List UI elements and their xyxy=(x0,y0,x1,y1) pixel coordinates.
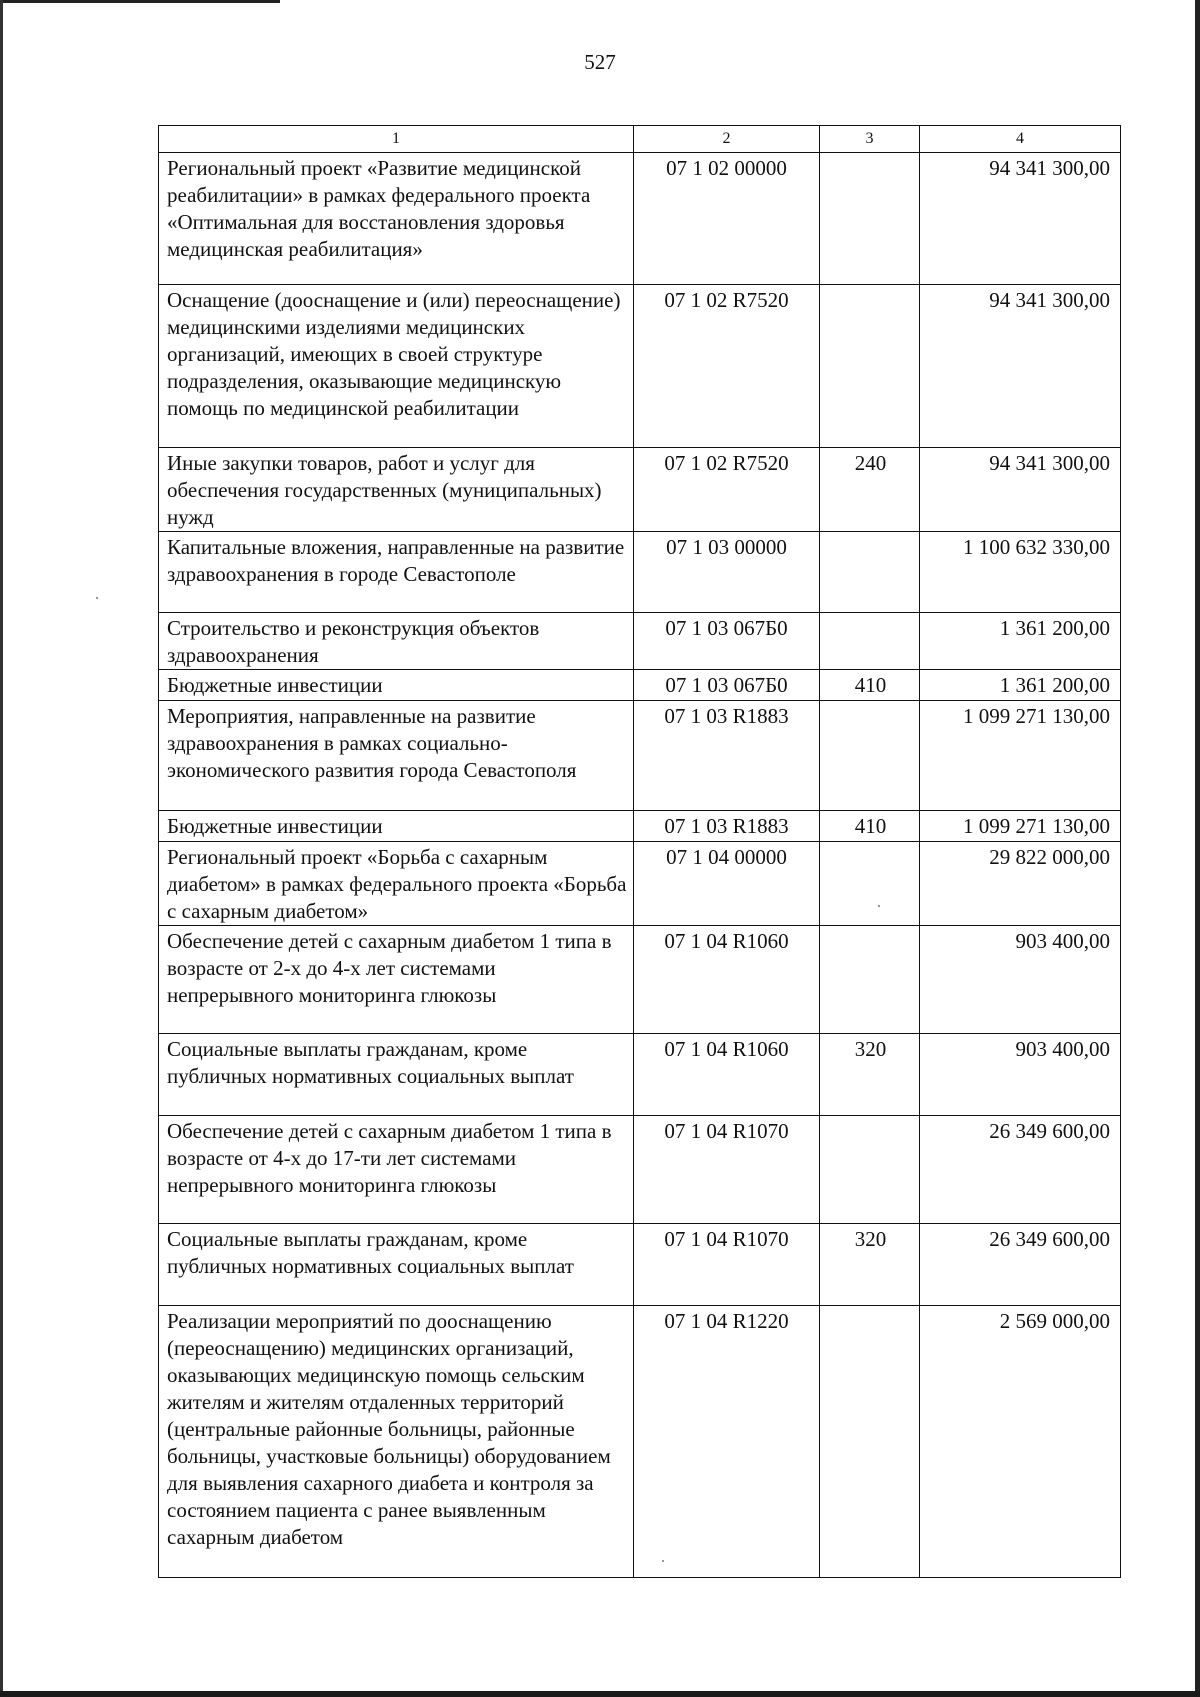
row-type: 410 xyxy=(820,811,920,842)
row-amount: 94 341 300,00 xyxy=(920,285,1121,448)
row-code: 07 1 04 R1070 xyxy=(634,1224,820,1306)
row-amount: 94 341 300,00 xyxy=(920,448,1121,532)
row-name: Реализации мероприятий по дооснащению (переоснащению) медицинских организаций, оказывающих медицинскую помощь сельским жителям и жителям отдаленных территорий (центральные районные больницы, районные больницы, участковые больницы) оборудованием для выявления сахарного диабета и контроля за состоянием пациента с ранее выявленным сахарным диабетом xyxy=(159,1306,634,1578)
header-col-2: 2 xyxy=(634,126,820,153)
row-name: Иные закупки товаров, работ и услуг для обеспечения государственных (муниципальных) нужд xyxy=(159,448,634,532)
row-name: Социальные выплаты гражданам, кроме публичных нормативных социальных выплат xyxy=(159,1034,634,1116)
row-type xyxy=(820,613,920,670)
row-type: 320 xyxy=(820,1224,920,1306)
table-row xyxy=(159,1224,1121,1306)
row-name: Оснащение (дооснащение и (или) переоснащение) медицинскими изделиями медицинских организаций, имеющих в своей структуре подразделения, оказывающие медицинскую помощь по медицинской реабилитации xyxy=(159,285,634,448)
row-amount: 94 341 300,00 xyxy=(920,153,1121,285)
row-code: 07 1 04 00000 xyxy=(634,842,820,926)
table-row xyxy=(159,701,1121,811)
row-code: 07 1 04 R1060 xyxy=(634,1034,820,1116)
row-amount: 26 349 600,00 xyxy=(920,1116,1121,1224)
table-row xyxy=(159,926,1121,1034)
row-name: Мероприятия, направленные на развитие здравоохранения в рамках социально-экономического развития города Севастополя xyxy=(159,701,634,811)
table-row xyxy=(159,1306,1121,1578)
table-row xyxy=(159,532,1121,613)
row-amount: 26 349 600,00 xyxy=(920,1224,1121,1306)
table-header-row xyxy=(159,126,1121,153)
header-col-4: 4 xyxy=(920,126,1121,153)
scan-edge-bottom xyxy=(0,1691,1200,1697)
row-amount: 1 361 200,00 xyxy=(920,613,1121,670)
row-type xyxy=(820,285,920,448)
row-code: 07 1 03 067Б0 xyxy=(634,613,820,670)
table-row xyxy=(159,613,1121,670)
page-number: 527 xyxy=(584,50,616,74)
row-code: 07 1 02 R7520 xyxy=(634,448,820,532)
header-col-1: 1 xyxy=(159,126,634,153)
row-type: 410 xyxy=(820,670,920,701)
row-code: 07 1 02 00000 xyxy=(634,153,820,285)
table-row xyxy=(159,1034,1121,1116)
row-name: Капитальные вложения, направленные на развитие здравоохранения в городе Севастополе xyxy=(159,532,634,613)
row-amount: 1 099 271 130,00 xyxy=(920,701,1121,811)
table-row xyxy=(159,448,1121,532)
row-amount: 903 400,00 xyxy=(920,1034,1121,1116)
row-type xyxy=(820,153,920,285)
header-col-3: 3 xyxy=(820,126,920,153)
row-type xyxy=(820,532,920,613)
row-type: 240 xyxy=(820,448,920,532)
row-amount: 903 400,00 xyxy=(920,926,1121,1034)
row-name: Обеспечение детей с сахарным диабетом 1 типа в возрасте от 4-х до 17-ти лет системами непрерывного мониторинга глюкозы xyxy=(159,1116,634,1224)
row-amount: 2 569 000,00 xyxy=(920,1306,1121,1578)
row-amount: 1 099 271 130,00 xyxy=(920,811,1121,842)
row-code: 07 1 02 R7520 xyxy=(634,285,820,448)
scan-edge-left xyxy=(0,0,3,1697)
table-row xyxy=(159,285,1121,448)
row-name: Бюджетные инвестиции xyxy=(159,670,634,701)
row-code: 07 1 03 R1883 xyxy=(634,811,820,842)
row-code: 07 1 04 R1060 xyxy=(634,926,820,1034)
table-row xyxy=(159,670,1121,701)
row-code: 07 1 04 R1220 xyxy=(634,1306,820,1578)
row-name: Обеспечение детей с сахарным диабетом 1 типа в возрасте от 2-х до 4-х лет системами непрерывного мониторинга глюкозы xyxy=(159,926,634,1034)
scan-speck xyxy=(662,1560,664,1562)
row-amount: 29 822 000,00 xyxy=(920,842,1121,926)
row-type xyxy=(820,701,920,811)
row-code: 07 1 04 R1070 xyxy=(634,1116,820,1224)
row-name: Региональный проект «Борьба с сахарным диабетом» в рамках федерального проекта «Борьба с сахарным диабетом» xyxy=(159,842,634,926)
row-name: Бюджетные инвестиции xyxy=(159,811,634,842)
row-type xyxy=(820,842,920,926)
table-row xyxy=(159,811,1121,842)
row-type xyxy=(820,926,920,1034)
row-code: 07 1 03 067Б0 xyxy=(634,670,820,701)
table-row xyxy=(159,842,1121,926)
row-type: 320 xyxy=(820,1034,920,1116)
row-name: Региональный проект «Развитие медицинской реабилитации» в рамках федерального проекта «Оптимальная для восстановления здоровья медицинская реабилитация» xyxy=(159,153,634,285)
table-row xyxy=(159,153,1121,285)
scan-speck xyxy=(96,597,98,599)
row-type xyxy=(820,1116,920,1224)
row-code: 07 1 03 00000 xyxy=(634,532,820,613)
row-amount: 1 100 632 330,00 xyxy=(920,532,1121,613)
row-amount: 1 361 200,00 xyxy=(920,670,1121,701)
row-type xyxy=(820,1306,920,1578)
scan-speck xyxy=(878,905,880,907)
row-code: 07 1 03 R1883 xyxy=(634,701,820,811)
budget-table xyxy=(158,125,1121,1578)
scan-edge-top xyxy=(0,0,280,3)
scan-edge-right xyxy=(1195,0,1200,1697)
table-row xyxy=(159,1116,1121,1224)
row-name: Строительство и реконструкция объектов здравоохранения xyxy=(159,613,634,670)
row-name: Социальные выплаты гражданам, кроме публичных нормативных социальных выплат xyxy=(159,1224,634,1306)
